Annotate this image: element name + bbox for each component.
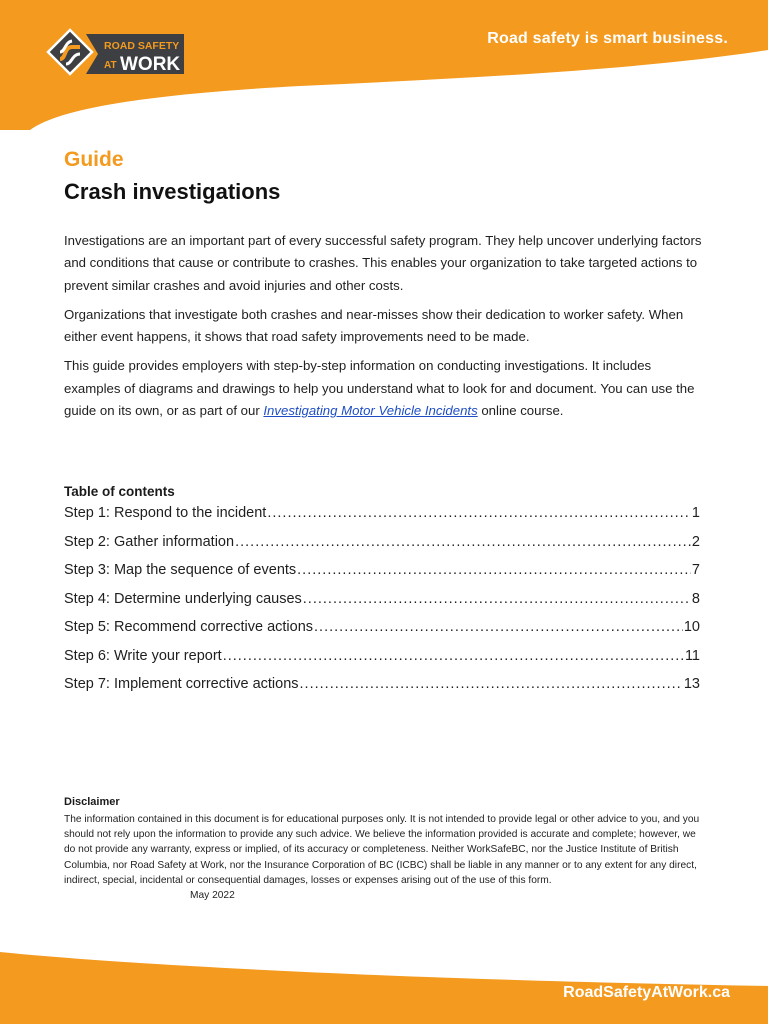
toc-item-page: 1 [691, 505, 700, 522]
toc-leader-dots [314, 619, 683, 635]
toc-item-label: Step 4: Determine underlying causes [64, 590, 302, 607]
toc-item-label: Step 1: Respond to the incident [64, 505, 267, 522]
toc-leader-dots [300, 676, 683, 692]
toc-item-page: 7 [691, 562, 700, 579]
toc-item[interactable] [64, 562, 700, 591]
intro-paragraph-1: Investigations are an important part of every successful safety program. They help uncover underlying factors and conditions that cause or contribute to crashes. This enables your organization to take targeted actions to prevent similar crashes and avoid injuries and other costs. [64, 233, 702, 293]
road-safety-at-work-logo[interactable] [46, 28, 186, 80]
toc-item[interactable] [64, 505, 700, 534]
intro-paragraph-3 [64, 355, 704, 422]
intro-paragraph-2: Organizations that investigate both crashes and near-misses show their dedication to worker safety. When either event happens, it shows that road safety improvements need to be made. [64, 306, 684, 345]
road-sign-icon [48, 30, 92, 74]
logo-text-line3: WORK [120, 54, 181, 75]
toc-heading: Table of contents [64, 484, 175, 500]
toc-item-label: Step 2: Gather information [64, 533, 235, 550]
document-type-label: Guide [64, 148, 124, 171]
toc-item-page: 11 [684, 647, 700, 664]
intro-paragraph-3-tail: online course. [477, 403, 564, 419]
disclaimer-text: The information contained in this document is for educational purposes only. It is not intended to provide legal or other advice to you, and you should not rely upon the information to provide any such advice. We believe the information provided is accurate and complete; however, we do not provide any warranty, express or implied, of its accuracy or completeness. Neither WorkSafeBC, nor the Justice Institute of British Columbia, nor Road Safety at Work, nor the Insurance Corporation of BC (ICBC) shall be liable in any manner or to any extent for any direct, indirect, special, incidental or consequential damages, losses or expenses arising out of the use of this form. [64, 814, 700, 886]
toc-item-label: Step 6: Write your report [64, 647, 222, 664]
toc-leader-dots [267, 505, 691, 521]
logo-text-line1: ROAD SAFETY [104, 40, 180, 52]
page-title: Crash investigations [64, 179, 281, 204]
toc-item-page: 13 [683, 676, 700, 693]
toc-item[interactable] [64, 676, 700, 705]
toc-leader-dots [303, 591, 691, 607]
toc-leader-dots [297, 562, 691, 578]
toc-item-label: Step 7: Implement corrective actions [64, 676, 299, 693]
disclaimer [64, 794, 704, 903]
table-of-contents [64, 482, 704, 705]
toc-item[interactable] [64, 648, 700, 677]
toc-item-label: Step 5: Recommend corrective actions [64, 619, 314, 636]
disclaimer-body [64, 812, 704, 903]
disclaimer-date: May 2022 [190, 890, 235, 902]
course-link[interactable]: Investigating Motor Vehicle Incidents [263, 403, 478, 419]
toc-item[interactable] [64, 534, 700, 563]
logo-text-line2: AT [104, 60, 117, 71]
toc-item-page: 2 [691, 533, 700, 550]
footer-website-link[interactable]: RoadSafetyAtWork.ca [563, 984, 730, 1001]
toc-item[interactable] [64, 619, 700, 648]
toc-leader-dots [223, 648, 684, 664]
toc-item[interactable] [64, 591, 700, 620]
intro-paragraph-3-text: This guide provides employers with step-by-step information on conducting investigations. It includes examples of diagrams and drawings to help you understand what to look for and document. You can use the guide on its own, or as part of our [64, 358, 695, 419]
toc-item-page: 10 [683, 619, 700, 636]
toc-item-label: Step 3: Map the sequence of events [64, 562, 297, 579]
toc-item-page: 8 [691, 590, 700, 607]
disclaimer-title: Disclaimer [64, 796, 120, 808]
header-tagline: Road safety is smart business. [487, 30, 728, 47]
document-body [64, 146, 704, 705]
toc-leader-dots [235, 534, 691, 550]
